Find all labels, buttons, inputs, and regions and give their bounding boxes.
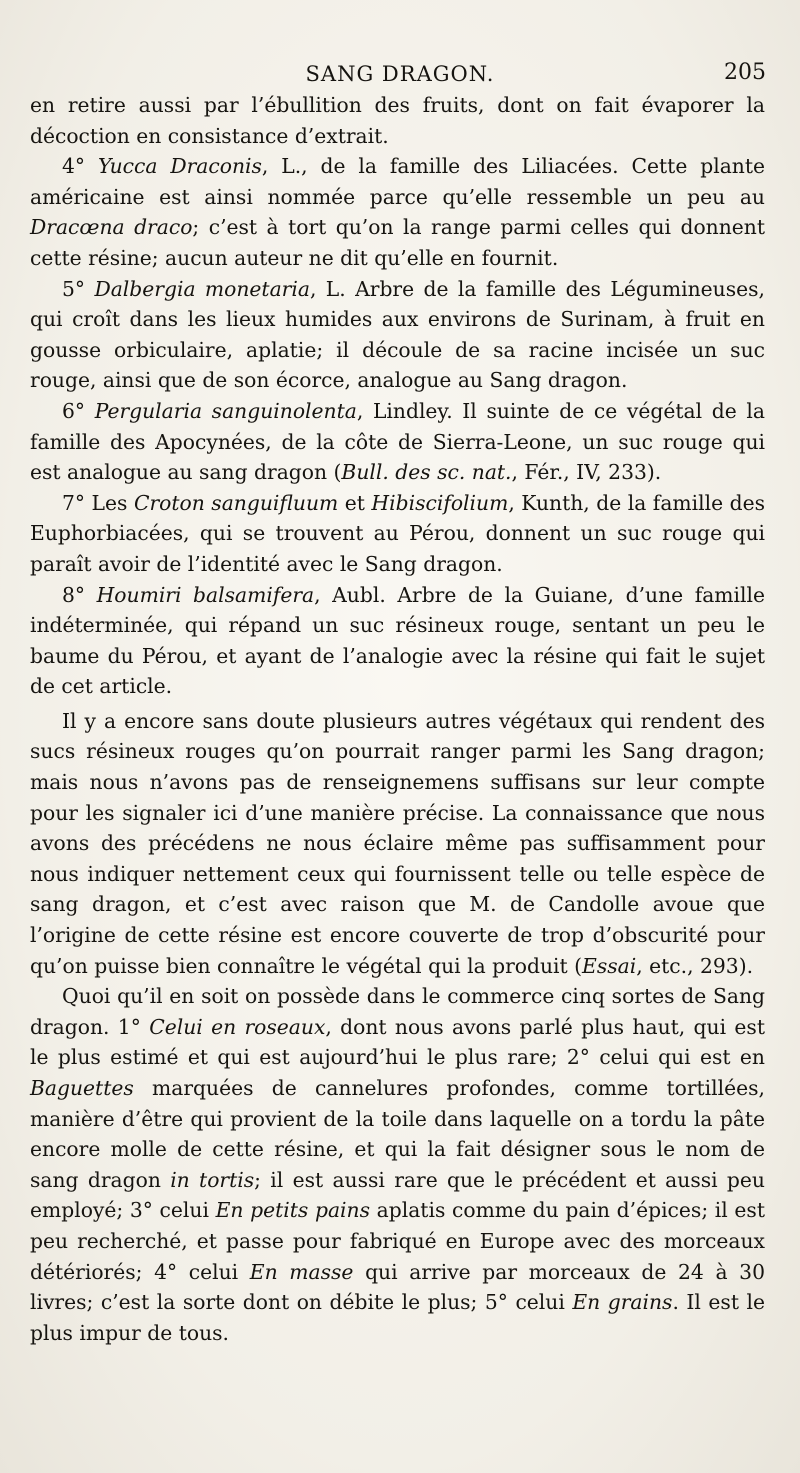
species-name: Hibiscifolium — [371, 490, 509, 515]
text-run: en retire aussi par l’ébullition des fruits, dont on fait évaporer la décoction en consistance d’extrait. — [30, 93, 765, 148]
text-run: , Aubl. Arbre de la Guiane, d’une famille indéterminée, qui répand un suc résineux rouge, sentant un peu le baume du Pérou, et ayant de l’analogie avec la résine qui fait le sujet de cet article. — [30, 582, 765, 699]
species-name: Dracœna draco — [30, 215, 193, 240]
species-name: Dalbergia monetaria — [94, 276, 310, 301]
text-run: , L. Arbre de la famille des Légumineuses, qui croît dans les lieux humides aux environs de Surinam, à fruit en gousse orbiculaire, aplatie; il découle de sa racine incisée un suc rouge, ainsi que de son écorce, analogue au Sang dragon. — [30, 276, 765, 393]
text-run: marquées de cannelures profondes, comme tortillées, manière d’être qui provient de la toile dans laquelle on a tordu la pâte encore molle de cette résine, et qui la fait désigner sous le nom de sang dragon — [30, 1076, 765, 1192]
species-name: Croton sanguifluum — [133, 490, 339, 515]
paragraph-continuation — [30, 90, 765, 151]
paragraph-other-vegetables — [30, 706, 765, 981]
paragraph-croton — [30, 488, 765, 580]
text-run: qui arrive par morceaux de 24 à 30 livres; c’est la sorte dont on débite le plus; 5° celui — [30, 1259, 765, 1315]
text-run: 6° — [62, 398, 95, 423]
text-run: . Il est le plus impur de tous. — [30, 1290, 765, 1345]
page-header — [30, 58, 770, 92]
text-run: ; c’est à tort qu’on la range parmi celles qui donnent cette résine; aucun auteur ne dit qu’elle en fournit. — [30, 215, 765, 270]
text-run: 8° — [62, 582, 97, 607]
sort-name: En petits pains — [215, 1198, 370, 1223]
text-run: 5° — [62, 276, 95, 301]
species-name: Houmiri balsamifera — [96, 582, 315, 607]
text-run: , Kunth, de la famille des Euphorbiacées, qui se trouvent au Pérou, donnent un suc rouge qui paraît avoir de l’identité avec le Sang dragon. — [30, 490, 765, 576]
species-name: Pergularia sanguinolenta — [94, 398, 357, 423]
paragraph-commerce-sorts — [30, 981, 765, 1348]
text-run: Quoi qu’il en soit on possède dans le commerce cinq sortes de Sang dragon. 1° — [30, 984, 765, 1039]
page-number: 205 — [724, 60, 766, 85]
text-run: , etc., 293). — [636, 953, 754, 978]
text-run: aplatis comme du pain d’épices; il est peu recherché, et passe pour fabriqué en Europe avec des morceaux détériorés; 4° celui — [30, 1198, 765, 1284]
sort-name: in tortis — [170, 1167, 255, 1192]
citation: Bull. des sc. nat. — [341, 460, 512, 485]
text-run: , Lindley. Il suinte de ce végétal de la famille des Apocynées, de la côte de Sierra-Leone, un suc rouge qui est analogue au sang dragon ( — [30, 398, 765, 485]
paragraph-yucca-draconis — [30, 151, 765, 273]
text-run: , Fér., IV, 233). — [511, 460, 662, 485]
sort-name: En masse — [249, 1259, 354, 1284]
sort-name: Celui en roseaux — [149, 1014, 326, 1039]
paragraph-pergularia — [30, 396, 765, 488]
text-run: et — [338, 490, 372, 515]
sort-name: En grains — [572, 1290, 673, 1315]
text-run: Il y a encore sans doute plusieurs autres végétaux qui rendent des sucs résineux rouges qu’on pourrait ranger parmi les Sang dragon; mais nous n’avons pas de renseignemens suffisans sur leur compte pour les signaler ici d’une manière précise. La connaissance que nous avons des précédens ne nous éclaire même pas suffisamment pour nous indiquer nettement ceux qui fournissent telle ou telle espèce de sang dragon, et c’est avec raison que M. de Candolle avoue que l’origine de cette résine est encore couverte de trop d’obscurité pour qu’on puisse bien connaître le végétal qui la produit ( — [30, 708, 765, 978]
paragraph-dalbergia — [30, 274, 765, 396]
text-run: , L., de la famille des Liliacées. Cette plante américaine est ainsi nommée parce qu’elle ressemble un peu au — [30, 154, 766, 209]
sort-name: Baguettes — [30, 1076, 134, 1100]
citation: Essai — [582, 953, 637, 978]
text-run: 4° — [62, 154, 98, 179]
text-run: 7° Les — [62, 490, 134, 515]
body-text — [30, 90, 765, 1348]
paragraph-houmiri — [30, 580, 765, 702]
species-name: Yucca Draconis — [97, 154, 262, 179]
text-run: ; il est aussi rare que le précédent et aussi peu employé; 3° celui — [30, 1167, 765, 1223]
text-run: , dont nous avons parlé plus haut, qui est le plus estimé et qui est aujourd’hui le plus rare; 2° celui qui est en — [30, 1014, 765, 1070]
running-title: SANG DRAGON. — [305, 62, 495, 86]
